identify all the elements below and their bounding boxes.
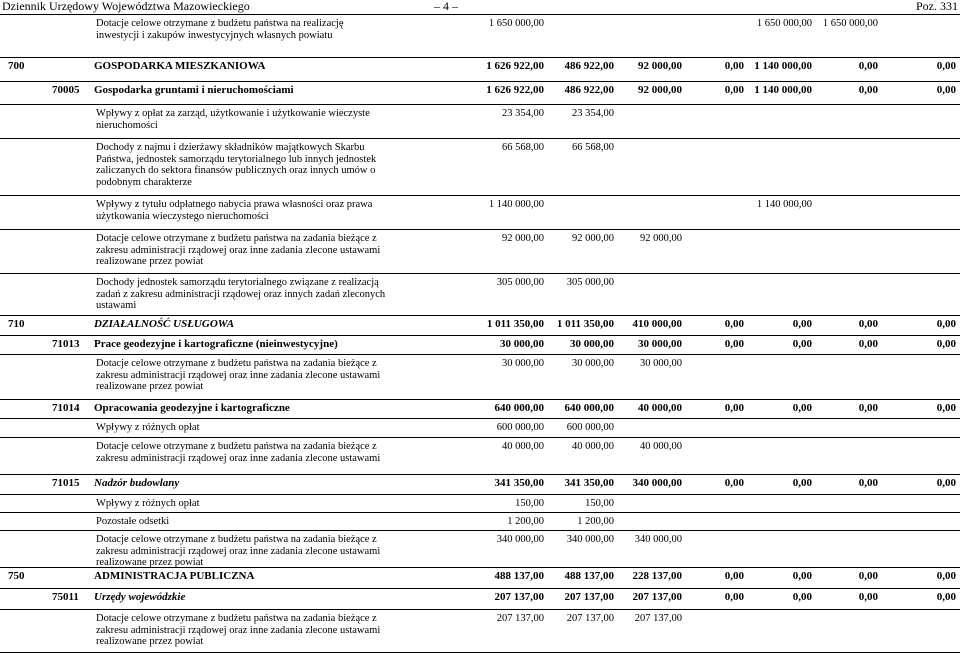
position-number <box>916 0 958 13</box>
amount-cell: 1 140 000,00 <box>488 199 544 210</box>
table-row-section <box>0 58 960 82</box>
position-value: 331 <box>940 0 958 13</box>
table-row-chapter <box>0 400 960 419</box>
total-cell: 1 140 000,00 <box>754 60 812 72</box>
total-cell: 0,00 <box>792 591 812 603</box>
item-description: Wpływy z różnych opłat <box>96 422 200 433</box>
total-cell: 0,00 <box>858 318 878 330</box>
total-cell: 0,00 <box>936 570 956 582</box>
total-cell: 0,00 <box>724 477 744 489</box>
section-name: DZIAŁALNOŚĆ USŁUGOWA <box>94 318 235 330</box>
total-cell: 0,00 <box>792 477 812 489</box>
amount-cell: 40 000,00 <box>572 441 614 452</box>
total-cell: 341 350,00 <box>494 477 544 489</box>
item-description: Dochody z najmu i dzierżawy składników majątkowych Skarbu Państwa, jednostek samorządu terytorialnego lub innych jednostek zaliczanych do sektora finansów publicznych oraz innych umów o podobnym charakterze <box>96 142 377 188</box>
chapter-name: Prace geodezyjne i kartograficzne (nieinwestycyjne) <box>94 338 338 350</box>
total-cell: 0,00 <box>858 84 878 96</box>
amount-cell: 305 000,00 <box>496 277 544 288</box>
amount-cell: 600 000,00 <box>566 422 614 433</box>
total-cell: 30 000,00 <box>500 338 544 350</box>
total-cell: 488 137,00 <box>564 570 614 582</box>
amount-cell: 150,00 <box>585 498 614 509</box>
item-description: Dotacje celowe otrzymane z budżetu państwa na zadania bieżące z zakresu administracji rządowej oraz inne zadania zlecone ustawami realizowane przez powiat <box>96 534 381 568</box>
item-description: Dotacje celowe otrzymane z budżetu państwa na zadania bieżące z zakresu administracji rządowej oraz inne zadania zlecone ustawami realizowane przez powiat <box>96 233 381 267</box>
item-description: Wpływy z tytułu odpłatnego nabycia prawa własności oraz prawa użytkowania wieczystego nieruchomości <box>96 199 373 222</box>
total-cell: 340 000,00 <box>632 477 682 489</box>
total-cell: 488 137,00 <box>494 570 544 582</box>
amount-cell: 40 000,00 <box>640 441 682 452</box>
chapter-code: 70005 <box>52 84 80 96</box>
amount-cell: 1 650 000,00 <box>822 18 878 29</box>
page-header <box>0 0 960 15</box>
item-description: Dotacje celowe otrzymane z budżetu państwa na realizację inwestycji i zakupów inwestycyjnych własnych powiatu <box>96 18 344 41</box>
amount-cell: 150,00 <box>515 498 544 509</box>
total-cell: 92 000,00 <box>638 60 682 72</box>
amount-cell: 340 000,00 <box>634 534 682 545</box>
total-cell: 0,00 <box>724 591 744 603</box>
page-number: – 4 – <box>434 0 458 13</box>
total-cell: 0,00 <box>858 591 878 603</box>
total-cell: 207 137,00 <box>564 591 614 603</box>
section-name: GOSPODARKA MIESZKANIOWA <box>94 60 266 72</box>
total-cell: 0,00 <box>936 402 956 414</box>
amount-cell: 600 000,00 <box>496 422 544 433</box>
total-cell: 0,00 <box>792 318 812 330</box>
budget-table <box>0 15 960 653</box>
section-code: 750 <box>8 570 25 582</box>
table-row-item <box>0 274 960 316</box>
total-cell: 0,00 <box>936 477 956 489</box>
chapter-name: Urzędy wojewódzkie <box>94 591 186 603</box>
amount-cell: 207 137,00 <box>634 613 682 624</box>
section-code: 700 <box>8 60 25 72</box>
total-cell: 0,00 <box>724 60 744 72</box>
amount-cell: 40 000,00 <box>502 441 544 452</box>
item-description: Wpływy z opłat za zarząd, użytkowanie i użytkowanie wieczyste nieruchomości <box>96 108 370 131</box>
amount-cell: 66 568,00 <box>572 142 614 153</box>
amount-cell: 1 650 000,00 <box>756 18 812 29</box>
total-cell: 0,00 <box>858 60 878 72</box>
chapter-code: 71015 <box>52 477 80 489</box>
total-cell: 0,00 <box>858 402 878 414</box>
total-cell: 30 000,00 <box>570 338 614 350</box>
total-cell: 0,00 <box>936 338 956 350</box>
item-description: Dotacje celowe otrzymane z budżetu państwa na zadania bieżące z zakresu administracji rządowej oraz inne zadania zlecone ustawami realizowane przez powiat <box>96 358 381 392</box>
item-description: Dotacje celowe otrzymane z budżetu państwa na zadania bieżące z zakresu administracji rządowej oraz inne zadania zlecone ustawami realizowane przez powiat <box>96 613 381 647</box>
total-cell: 486 922,00 <box>564 60 614 72</box>
total-cell: 0,00 <box>792 570 812 582</box>
item-description: Dochody jednostek samorządu terytorialnego związane z realizacją zadań z zakresu administracji rządowej oraz innych zadań zleconych ustawami <box>96 277 386 311</box>
table-row-item <box>0 105 960 139</box>
amount-cell: 23 354,00 <box>572 108 614 119</box>
total-cell: 0,00 <box>936 318 956 330</box>
table-row-chapter <box>0 589 960 610</box>
table-row-item <box>0 196 960 230</box>
table-row-item <box>0 438 960 475</box>
total-cell: 0,00 <box>792 338 812 350</box>
item-description: Dotacje celowe otrzymane z budżetu państwa na zadania bieżące z zakresu administracji rządowej oraz inne zadania zlecone ustawami <box>96 441 381 464</box>
table-row-chapter <box>0 475 960 495</box>
table-row-section <box>0 316 960 336</box>
item-description: Pozostałe odsetki <box>96 516 170 527</box>
journal-title: Dziennik Urzędowy Województwa Mazowieckiego <box>2 0 250 13</box>
total-cell: 0,00 <box>724 570 744 582</box>
total-cell: 0,00 <box>724 318 744 330</box>
chapter-code: 71014 <box>52 402 80 414</box>
amount-cell: 30 000,00 <box>572 358 614 369</box>
amount-cell: 30 000,00 <box>502 358 544 369</box>
table-row-item <box>0 513 960 531</box>
total-cell: 0,00 <box>724 338 744 350</box>
total-cell: 1 626 922,00 <box>486 84 544 96</box>
total-cell: 0,00 <box>858 338 878 350</box>
table-row-chapter <box>0 336 960 355</box>
table-row-chapter <box>0 82 960 105</box>
total-cell: 228 137,00 <box>632 570 682 582</box>
total-cell: 1 140 000,00 <box>754 84 812 96</box>
amount-cell: 66 568,00 <box>502 142 544 153</box>
table-row-item <box>0 495 960 513</box>
amount-cell: 92 000,00 <box>640 233 682 244</box>
table-row-section <box>0 568 960 589</box>
total-cell: 486 922,00 <box>564 84 614 96</box>
total-cell: 40 000,00 <box>638 402 682 414</box>
total-cell: 0,00 <box>858 477 878 489</box>
amount-cell: 1 650 000,00 <box>488 18 544 29</box>
chapter-name: Gospodarka gruntami i nieruchomościami <box>94 84 294 96</box>
total-cell: 640 000,00 <box>494 402 544 414</box>
table-row-item <box>0 139 960 196</box>
total-cell: 0,00 <box>936 60 956 72</box>
amount-cell: 30 000,00 <box>640 358 682 369</box>
amount-cell: 207 137,00 <box>496 613 544 624</box>
total-cell: 1 626 922,00 <box>486 60 544 72</box>
amount-cell: 1 140 000,00 <box>756 199 812 210</box>
table-row-item <box>0 610 960 653</box>
section-name: ADMINISTRACJA PUBLICZNA <box>94 570 255 582</box>
amount-cell: 92 000,00 <box>572 233 614 244</box>
total-cell: 92 000,00 <box>638 84 682 96</box>
total-cell: 30 000,00 <box>638 338 682 350</box>
total-cell: 0,00 <box>792 402 812 414</box>
item-description: Wpływy z różnych opłat <box>96 498 200 509</box>
chapter-code: 71013 <box>52 338 80 350</box>
total-cell: 341 350,00 <box>564 477 614 489</box>
total-cell: 0,00 <box>724 84 744 96</box>
table-row-item <box>0 419 960 438</box>
section-code: 710 <box>8 318 25 330</box>
total-cell: 0,00 <box>858 570 878 582</box>
total-cell: 207 137,00 <box>632 591 682 603</box>
amount-cell: 1 200,00 <box>577 516 614 527</box>
table-row-item <box>0 15 960 58</box>
amount-cell: 1 200,00 <box>507 516 544 527</box>
amount-cell: 207 137,00 <box>566 613 614 624</box>
total-cell: 0,00 <box>724 402 744 414</box>
table-row-item <box>0 355 960 400</box>
total-cell: 207 137,00 <box>494 591 544 603</box>
amount-cell: 92 000,00 <box>502 233 544 244</box>
chapter-name: Opracowania geodezyjne i kartograficzne <box>94 402 290 414</box>
chapter-name: Nadzór budowlany <box>94 477 180 489</box>
table-row-item <box>0 230 960 274</box>
total-cell: 640 000,00 <box>564 402 614 414</box>
amount-cell: 305 000,00 <box>566 277 614 288</box>
amount-cell: 340 000,00 <box>566 534 614 545</box>
total-cell: 0,00 <box>936 84 956 96</box>
total-cell: 410 000,00 <box>632 318 682 330</box>
table-row-item <box>0 531 960 568</box>
position-prefix: Poz. <box>916 0 937 13</box>
chapter-code: 75011 <box>52 591 79 603</box>
total-cell: 0,00 <box>936 591 956 603</box>
total-cell: 1 011 350,00 <box>556 318 614 330</box>
amount-cell: 23 354,00 <box>502 108 544 119</box>
amount-cell: 340 000,00 <box>496 534 544 545</box>
total-cell: 1 011 350,00 <box>486 318 544 330</box>
